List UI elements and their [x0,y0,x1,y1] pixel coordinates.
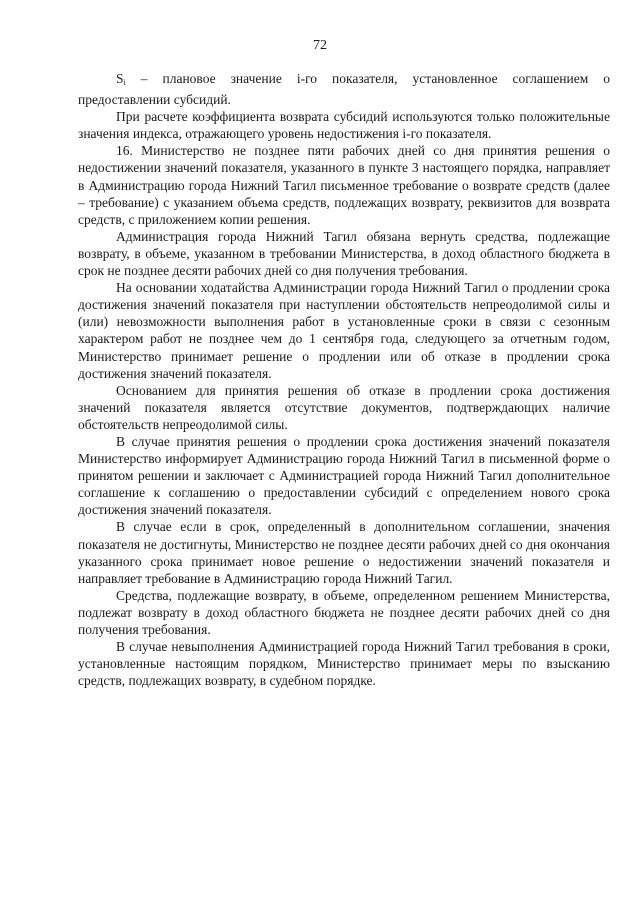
paragraph: При расчете коэффициента возврата субсидий используются только положительные значения индекса, отражающего уровень недостижения i-го показателя. [78,109,610,142]
page-number: 72 [313,38,327,53]
definition-text: – плановое значение i-го показателя, установленное соглашением о предоставлении субсидий. [78,71,610,108]
paragraph: В случае если в срок, определенный в дополнительном соглашении, значения показателя не достигнуты, Министерство не позднее десяти рабочих дней со дня окончания указанного срока принимает новое решение о недостижении значений показателя и направляет требование в Администрацию города Нижний Тагил. [78,519,610,586]
symbol-subscript: i [123,78,126,87]
symbol-s: S [116,71,124,86]
document-body [78,70,610,689]
paragraph: В случае принятия решения о продлении срока достижения значений показателя Министерство информирует Администрацию города Нижний Тагил в письменной форме о принятом решении и заключает с Администрацией города Нижний Тагил дополнительное соглашение к соглашению о предоставлении субсидий с определением нового срока достижения значений показателя. [78,433,610,518]
paragraph-definition [78,70,610,108]
paragraph-item-16: 16. Министерство не позднее пяти рабочих дней со дня принятия решения о недостижении значений показателя, указанного в пункте 3 настоящего порядка, направляет в Администрацию города Нижний Тагил письменное требование о возврате средств (далее – требование) с указанием объема средств, подлежащих возврату, реквизитов для возврата средств, с приложением копии решения. [78,143,610,227]
paragraph: Администрация города Нижний Тагил обязана вернуть средства, подлежащие возврату, в объеме, указанном в требовании Министерства, в доход областного бюджета в срок не позднее десяти рабочих дней со дня получения требования. [78,228,610,279]
paragraph: Средства, подлежащие возврату, в объеме, определенном решением Министерства, подлежат возврату в доход областного бюджета не позднее десяти рабочих дней со дня получения требования. [78,587,610,637]
paragraph: В случае невыполнения Администрацией города Нижний Тагил требования в сроки, установленные настоящим порядком, Министерство принимает меры по взысканию средств, подлежащих возврату, в судебном порядке. [78,639,610,689]
paragraph: На основании ходатайства Администрации города Нижний Тагил о продлении срока достижения значений показателя при наступлении обстоятельств непреодолимой силы и (или) невозможности выполнения работ в установленные сроки в связи с сезонным характером работ не позднее чем до 1 сентября года, следующего за отчетным годом, Министерство принимает решение о продлении или об отказе в продлении срока достижения значений показателя. [78,280,610,381]
paragraph: Основанием для принятия решения об отказе в продлении срока достижения значений показателя является отсутствие документов, подтверждающих наличие обстоятельств непреодолимой силы. [78,382,610,432]
